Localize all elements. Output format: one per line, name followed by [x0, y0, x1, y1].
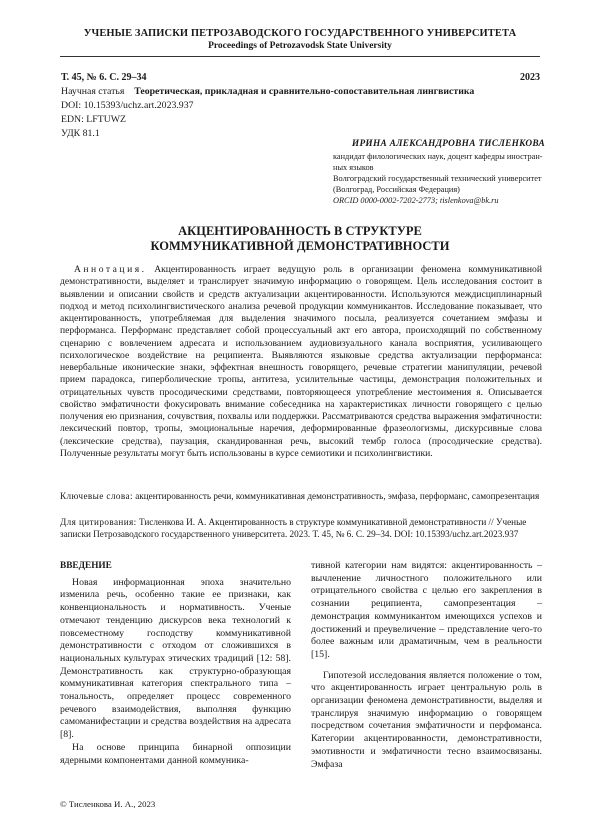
citation-text: Тисленкова И. А. Акцентированность в структуре коммуникативной демонстративности // Ученые записки Петрозаводского государственного университета. 2023. Т. 45, № 6. С. 29–34. DOI: 10.15393/uchz.art.2023.937 — [60, 517, 527, 539]
keywords — [60, 491, 542, 503]
author-position-line2: ных языков — [333, 163, 374, 172]
udk: УДК 81.1 — [61, 128, 100, 139]
journal-title: УЧЕНЫЕ ЗАПИСКИ ПЕТРОЗАВОДСКОГО ГОСУДАРСТВЕННОГО УНИВЕРСИТЕТА — [83, 28, 517, 39]
body-column-right — [311, 560, 542, 771]
paragraph: тивной категории нам видятся: акцентированность – вычленение личностного положительного или отрицательного свойства с целью его закрепления в сознании реципиента, самопрезентация – демонстрация коммуникантом имеющихся успехов и достижений и преувеличение – представление чего-то более важным или драматичным, чем в реальности [15]. — [311, 560, 542, 660]
keywords-label: Ключевые слова: — [60, 491, 133, 501]
header-rule — [60, 56, 540, 57]
author-name: ИРИНА АЛЕКСАНДРОВНА ТИСЛЕНКОВА — [351, 139, 545, 149]
issue-year: 2023 — [520, 72, 540, 83]
copyright: © Тисленкова И. А., 2023 — [60, 799, 156, 809]
abstract — [60, 264, 542, 460]
article-title-line1: АКЦЕНТИРОВАННОСТЬ В СТРУКТУРЕ — [178, 224, 422, 238]
paragraph: Гипотезой исследования является положение о том, что акцентированность играет центральную роль в организации феномена демонстративности, выделяя и транслируя значимую информацию о говорящем посредством сочетания эмфатичности и перфоманса. Категории акцентированности, демонстративности, эмотивности и эмфатичности тесно взаимосвязаны. Эмфаза — [311, 669, 542, 770]
citation-label: Для цитирования: — [60, 517, 137, 527]
article-title-line2: КОММУНИКАТИВНОЙ ДЕМОНСТРАТИВНОСТИ — [150, 238, 450, 253]
paragraph: Новая информационная эпоха значительно изменила речь, особенно такие ее признаки, как конвенциональность и нормативность. Ученые отмечают тенденцию дискурсов века технологий к повсеместному господству коммуникативной демонстративности с отходом от сложившихся в национальных культурах этических традиций [12: 58]. Демонстративность как структурно-образующая коммуникативная категория спектрального типа – тональность, определяет процесс современного речевого взаимодействия, выполняя функцию самоманифестации и средства воздействия на адресата [8]. — [60, 576, 291, 741]
author-contacts[interactable]: ORCID 0000-0002-7202-2773; tislenkova@bk.ru — [333, 196, 499, 205]
abstract-text: Акцентированность играет ведущую роль в организации феномена коммуникативной демонстративности, выделяет и транслирует значимую информацию о говорящем. Цель исследования состоит в выявлении и описании свойств и средств актуализации акцентированности. Используются междисциплинарный подход и метод психолингвистического анализа речевой продукции коммуникантов. Исследование показывает, что акцентированность, употребляемая для выделения значимого посыла, реализуется сочетанием эмфазы и перформанса. Перформанс представляет собой процессуальный акт его автора, происходящий по собственному сценарию с вовлечением адресата и использованием аудиовизуального канала восприятия, усиливающего психологическое воздействие на реципиента. Выявляются языковые средства актуализации перформанса: невербальные иконические знаки, эффектная внешность говорящего, речевые стратегии манипуляции, речевой прием парадокса, гиперболические тропы, антитеза, усилительные частицы, демонстрация положительных и отрицательных чувств просодическими средствами, повторяющееся употребление местоимения я. Описывается свойство эмфатичности фокусировать внимание собеседника на характеристиках личности говорящего с целью получения ею признания, сочувствия, похвалы или поддержки. Рассматриваются средства выражения эмфатичности: лексический повтор, тропы, эмоциональные наречия, деформированные фразеологизмы, дискурсивные слова (лексические средства), паузация, скандированная речь, высокий тембр голоса (просодические средства). Полученные результаты могут быть использованы в курсе семиотики и психолингвистики. — [60, 264, 542, 459]
edn: EDN: LFTUWZ — [61, 114, 127, 125]
issue-info: Т. 45, № 6. С. 29–34 — [61, 72, 147, 83]
doi[interactable]: DOI: 10.15393/uchz.art.2023.937 — [61, 100, 194, 111]
author-affiliation — [333, 151, 548, 206]
author-university: Волгоградский государственный технический университет — [333, 174, 542, 183]
abstract-label: Аннотация. — [74, 264, 147, 275]
journal-subtitle: Proceedings of Petrozavodsk State University — [208, 41, 392, 51]
body-column-left — [60, 560, 291, 767]
section-heading-intro: ВВЕДЕНИЕ — [60, 561, 112, 571]
keywords-text: акцентированность речи, коммуникативная демонстративность, эмфаза, перформанс, самопрезентация — [135, 491, 540, 501]
article-section: Теоретическая, прикладная и сравнительно-сопоставительная лингвистика — [134, 86, 475, 97]
article-title — [60, 224, 540, 253]
article-type-line — [61, 86, 474, 97]
author-location: (Волгоград, Российская Федерация) — [333, 185, 460, 194]
author-position-line1: кандидат филологических наук, доцент кафедры иностран- — [333, 152, 543, 161]
citation — [60, 517, 542, 540]
paragraph: На основе принципа бинарной оппозиции ядерными компонентами данной коммуника- — [60, 741, 291, 766]
article-type: Научная статья — [61, 86, 125, 97]
